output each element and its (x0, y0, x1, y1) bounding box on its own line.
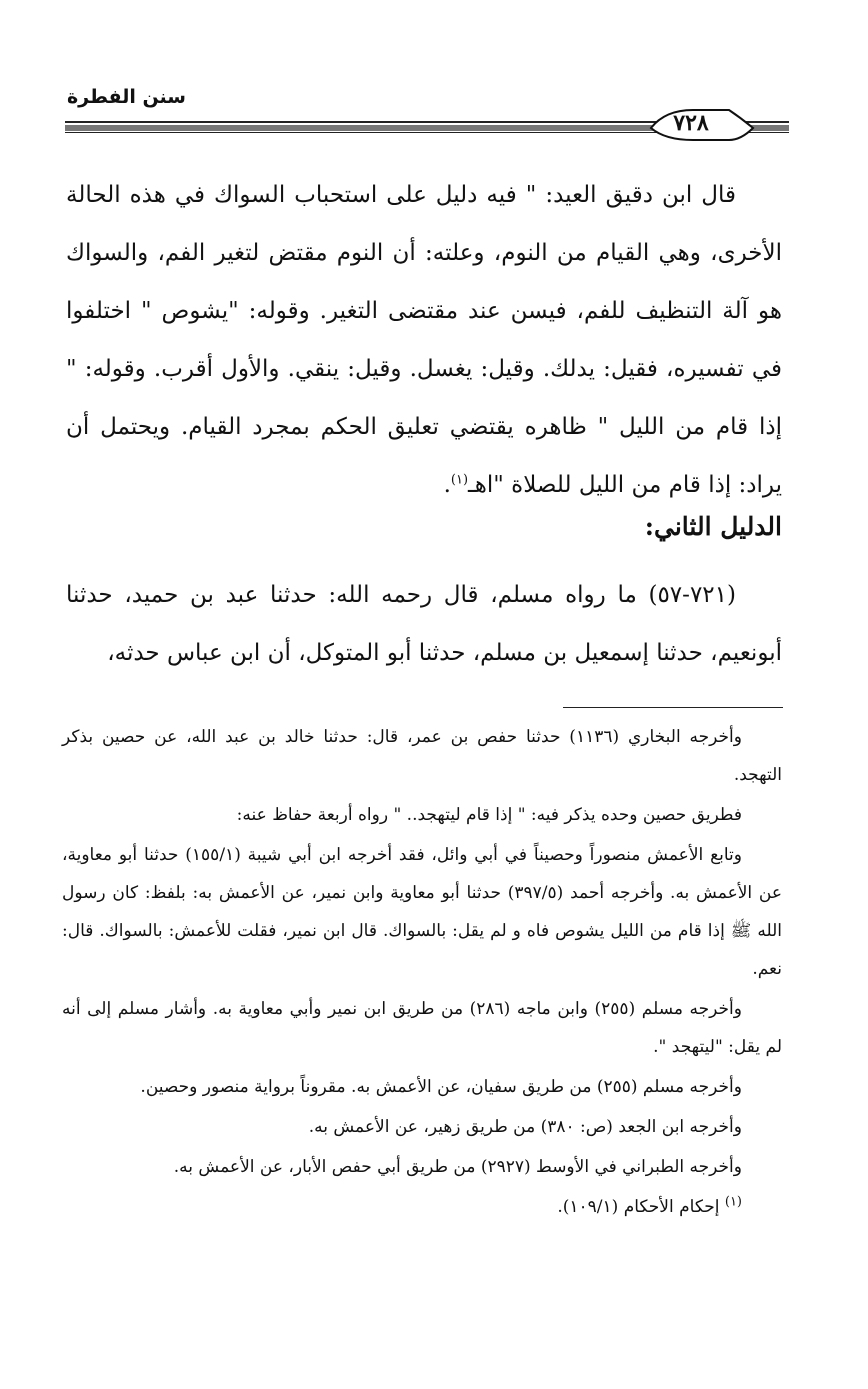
footnote-line: وأخرجه الطبراني في الأوسط (٢٩٢٧) من طريق أبي حفص الأبار، عن الأعمش به. (173, 1157, 742, 1177)
hadith-paragraph: (٧٢١-٥٧) ما رواه مسلم، قال رحمه الله: حدثنا عبد بن حميد، حدثنا أبونعيم، حدثنا إسمعيل بن مسلم، حدثنا أبو المتوكل، أن ابن عباس حدثه، (66, 582, 782, 666)
footnote-line: فطريق حصين وحده يذكر فيه: " إذا قام ليتهجد.. " رواه أربعة حفاظ عنه: (236, 805, 742, 825)
main-text (66, 166, 782, 514)
footnote-reference-line (62, 1188, 782, 1226)
footnote-line: وأخرجه مسلم (٢٥٥) من طريق سفيان، عن الأعمش به. مقروناً برواية منصور وحصين. (140, 1077, 742, 1097)
footnote-line: وأخرجه مسلم (٢٥٥) وابن ماجه (٢٨٦) من طريق ابن نمير وأبي معاوية به. وأشار مسلم إلى أنه لم يقل: "ليتهجد ". (62, 999, 782, 1057)
hadith-text (66, 566, 782, 682)
section-heading: الدليل الثاني: (644, 512, 782, 541)
paragraph (66, 166, 782, 514)
footnote-reference-text: إحكام الأحكام (١٠٩/١). (557, 1197, 720, 1217)
paragraph-text: قال ابن دقيق العيد: " فيه دليل على استحباب السواك في هذه الحالة الأخرى، وهي القيام من النوم، وعلته: أن النوم مقتض لتغير الفم، والسواك هو آلة التنظيف للفم، فيسن عند مقتضى التغير. وقوله: "يشوص " اختلفوا في تفسيره، فقيل: يدلك. وقيل: يغسل. وقيل: ينقي. والأول أقرب. وقوله: " إذا قام من الليل " ظاهره يقتضي تعليق الحكم بمجرد القيام. ويحتمل أن يراد: إذا قام من الليل للصلاة "اهـ (66, 182, 782, 498)
footnote-separator (563, 707, 783, 708)
footnote-marker: (١) (724, 1194, 742, 1210)
footnote-line: وأخرجه ابن الجعد (ص: ٣٨٠) من طريق زهير، عن الأعمش به. (308, 1117, 742, 1137)
footnote-line: وتابع الأعمش منصوراً وحصيناً في أبي وائل، فقد أخرجه ابن أبي شيبة (١٥٥/١) حدثنا أبو معاوية، عن الأعمش به. وأخرجه أحمد (٣٩٧/٥) حدثنا أبو معاوية وابن نمير، عن الأعمش به: بلفظ: كان رسول الله ﷺ إذا قام من الليل يشوص فاه و لم يقل: بالسواك. قال ابن نمير، فقلت للأعمش: بالسواك. قال: نعم. (62, 845, 782, 979)
footnotes (62, 718, 782, 1228)
running-title: سنن الفطرة (66, 86, 186, 108)
footnote-reference: (١) (450, 472, 469, 488)
paragraph-end: . (443, 472, 451, 498)
page-number: ٧٢٨ (673, 110, 709, 136)
footnote-line: وأخرجه البخاري (١١٣٦) حدثنا حفص بن عمر، قال: حدثنا خالد بن عبد الله، عن حصين بذكر التهجد. (62, 727, 782, 785)
